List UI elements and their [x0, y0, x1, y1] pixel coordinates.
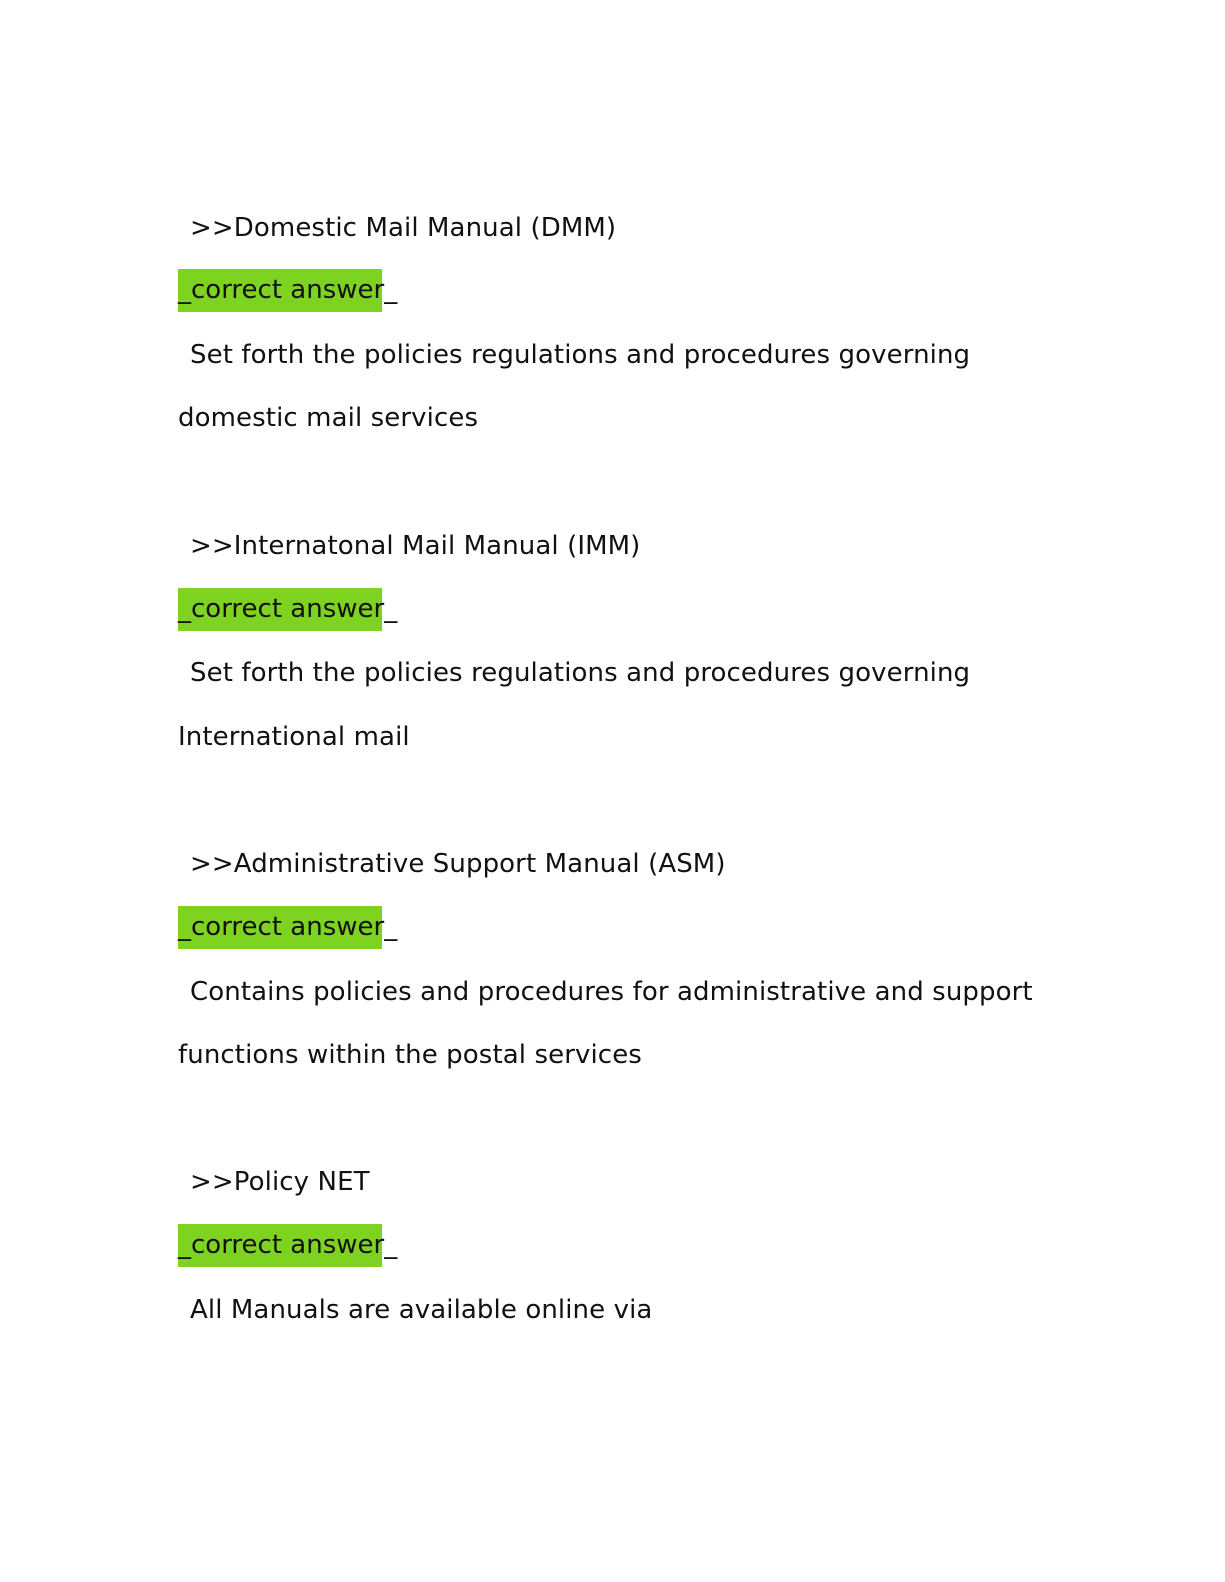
question-text: >>Domestic Mail Manual (DMM)	[190, 213, 617, 243]
question-text: >>Internatonal Mail Manual (IMM)	[190, 531, 641, 561]
answer-text: Set forth the policies regulations and procedures governing	[190, 658, 971, 688]
correct-answer-badge: _correct answer_	[178, 269, 382, 312]
answer-text-continued: domestic mail services	[178, 403, 479, 433]
answer-text-continued: functions within the postal services	[178, 1040, 642, 1070]
correct-answer-badge: _correct answer_	[178, 1224, 382, 1267]
question-text: >>Administrative Support Manual (ASM)	[190, 849, 726, 879]
correct-answer-badge: _correct answer_	[178, 588, 382, 631]
correct-answer-badge: _correct answer_	[178, 906, 382, 949]
answer-text-continued: International mail	[178, 722, 410, 752]
question-text: >>Policy NET	[190, 1167, 370, 1197]
answer-text: Set forth the policies regulations and procedures governing	[190, 340, 971, 370]
answer-text: All Manuals are available online via	[190, 1295, 653, 1325]
answer-text: Contains policies and procedures for administrative and support	[190, 977, 1033, 1007]
